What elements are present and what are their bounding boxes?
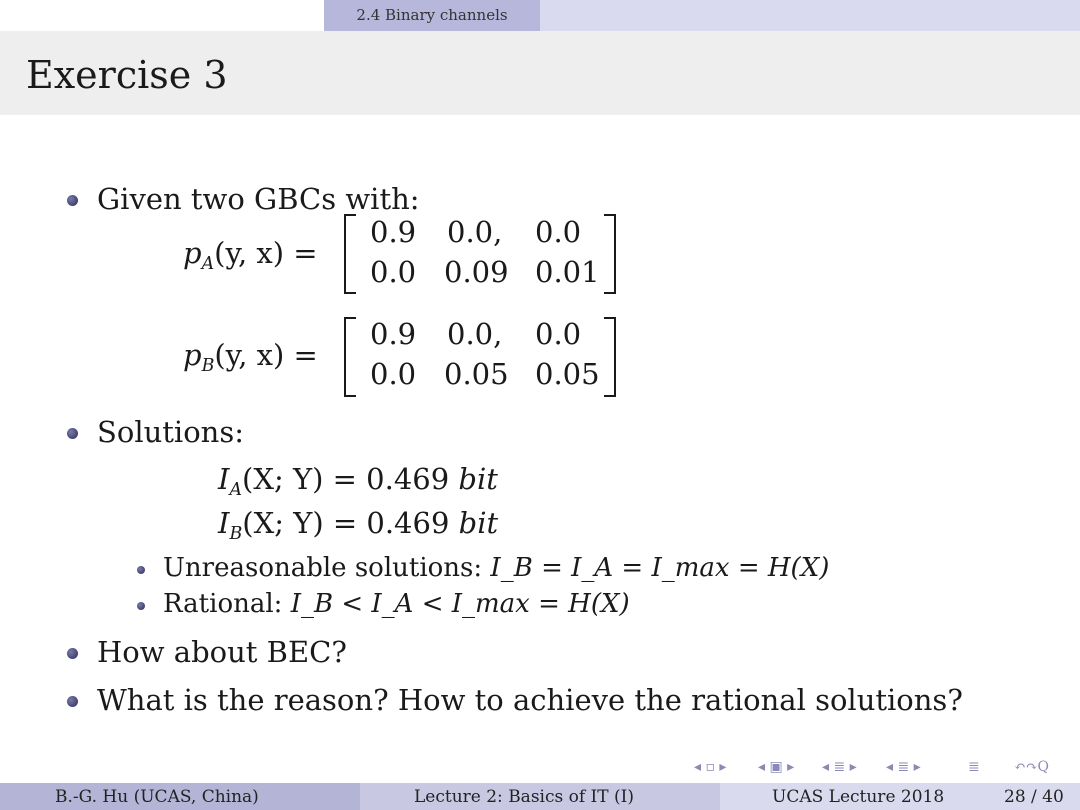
sub-bullet-rational <box>163 589 630 619</box>
bullet-given: Given two GBCs with: <box>97 182 420 216</box>
matrix-a-cell-2-3: 0.01 <box>535 255 600 289</box>
matrix-b-subscript: B <box>201 356 215 377</box>
solution-b-subscript: B <box>229 524 243 545</box>
footer-author-box <box>0 783 360 810</box>
section-bar <box>0 0 1080 31</box>
footer-venue: UCAS Lecture 2018 <box>772 787 945 807</box>
sub-bullet-marker <box>137 566 145 574</box>
matrix-b-cell-2-3: 0.05 <box>535 357 600 391</box>
toc-icon[interactable]: ≣ <box>968 759 980 775</box>
sub-bullet-marker <box>137 602 145 610</box>
matrix-b-cell-2-2: 0.05 <box>444 357 509 391</box>
matrix-b-cell-2-1: 0.0 <box>370 357 417 391</box>
footer-author: B.-G. Hu (UCAS, China) <box>55 787 259 807</box>
solution-b-symbol: I <box>218 506 230 540</box>
solution-b-unit: bit <box>458 506 499 540</box>
solution-a-symbol: I <box>218 462 230 496</box>
sub-bullet-rational-math: I_B < I_A < I_max = H(X) <box>290 589 630 619</box>
frame-next-icon[interactable]: ◂ ▣ ▸ <box>758 759 795 775</box>
bullet-marker <box>67 648 78 659</box>
matrix-a-args: (y, x) = <box>214 236 318 270</box>
footer-bar <box>0 783 1080 810</box>
matrix-a-cell-1-1: 0.9 <box>370 215 417 249</box>
matrix-a-symbol: p <box>183 236 202 270</box>
matrix-b-symbol: p <box>183 338 202 372</box>
matrix-b-label <box>183 338 318 376</box>
matrix-a-cell-1-2: 0.0, <box>447 215 503 249</box>
matrix-a-subscript: A <box>201 254 215 275</box>
solution-a-expr: (X; Y) = 0.469 <box>242 462 450 496</box>
solution-b-expr: (X; Y) = 0.469 <box>242 506 450 540</box>
bullet-bec: How about BEC? <box>97 635 347 669</box>
footer-lecture-box <box>360 783 720 810</box>
matrix-a-cell-2-1: 0.0 <box>370 255 417 289</box>
matrix-b-args: (y, x) = <box>214 338 318 372</box>
section-bar-left <box>0 0 324 31</box>
bullet-solutions: Solutions: <box>97 415 244 449</box>
subsection-icon[interactable]: ◂ ≣ ▸ <box>822 759 857 775</box>
matrix-b-cell-1-2: 0.0, <box>447 317 503 351</box>
solution-a-unit: bit <box>458 462 498 496</box>
matrix-b-cell-1-3: 0.0 <box>535 317 582 351</box>
bullet-marker <box>67 696 78 707</box>
matrix-a-cell-2-2: 0.09 <box>444 255 509 289</box>
sub-bullet-unreasonable <box>163 553 829 583</box>
sub-bullet-unreasonable-label: Unreasonable solutions: <box>163 553 483 583</box>
footer-venue-box <box>720 783 1080 810</box>
bullet-reason: What is the reason? How to achieve the rational solutions? <box>97 683 963 717</box>
left-bracket <box>344 317 356 397</box>
solution-a <box>218 462 498 500</box>
frame-prev-icon[interactable]: ◂ ▫ ▸ <box>694 759 727 775</box>
matrix-b-cell-1-1: 0.9 <box>370 317 417 351</box>
bullet-marker <box>67 195 78 206</box>
current-section[interactable]: 2.4 Binary channels <box>324 0 540 31</box>
matrix-a-cell-1-3: 0.0 <box>535 215 582 249</box>
sub-bullet-rational-label: Rational: <box>163 589 283 619</box>
solution-b <box>218 506 498 544</box>
left-bracket <box>344 214 356 294</box>
solution-a-subscript: A <box>229 480 243 501</box>
footer-lecture: Lecture 2: Basics of IT (I) <box>414 787 634 807</box>
title-bar <box>0 31 1080 115</box>
right-bracket <box>604 317 616 397</box>
bullet-marker <box>67 428 78 439</box>
footer-page-number: 28 / 40 <box>1004 787 1064 807</box>
search-icon[interactable]: ↶↷Q <box>1014 759 1049 775</box>
slide-title: Exercise 3 <box>26 53 228 97</box>
matrix-a-label <box>183 236 318 274</box>
section-icon[interactable]: ◂ ≣ ▸ <box>886 759 921 775</box>
right-bracket <box>604 214 616 294</box>
sub-bullet-unreasonable-math: I_B = I_A = I_max = H(X) <box>490 553 830 583</box>
